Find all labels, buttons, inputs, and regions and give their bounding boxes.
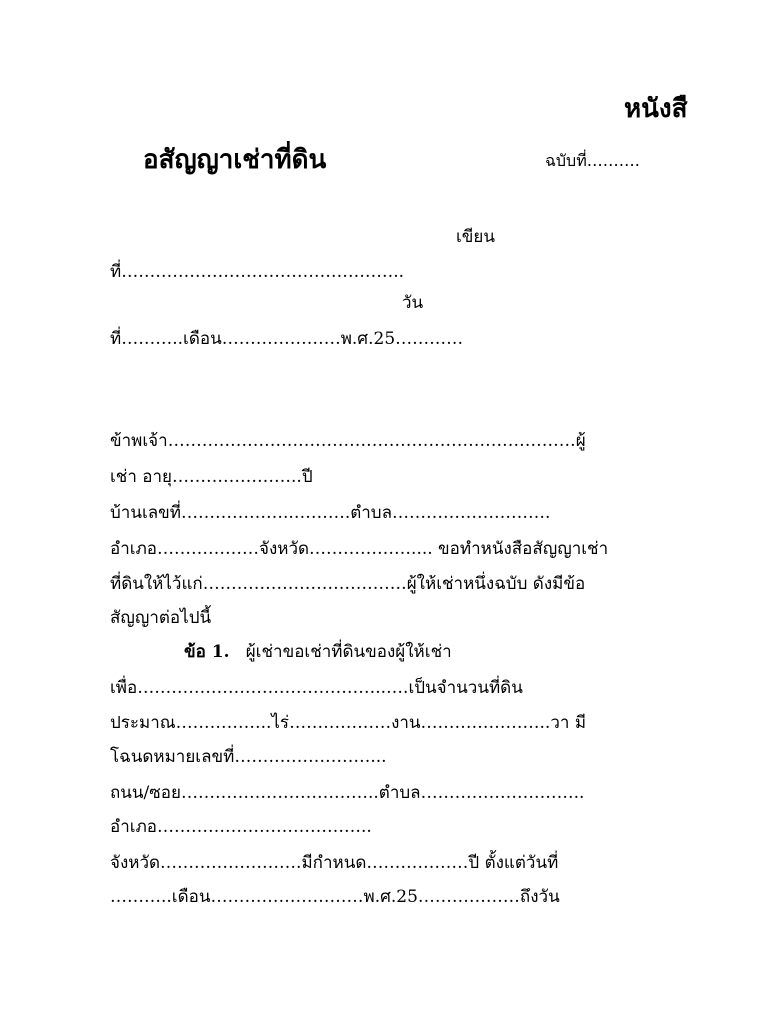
document-title-line1: หนังสื: [624, 94, 688, 124]
date-label: วัน: [402, 293, 424, 313]
body-line: ข้าพเจ้า………………………………………………………………ผู้: [110, 431, 586, 451]
clause-line: โฉนดหมายเลขที่……………………...: [110, 747, 387, 767]
clause-line: ถนน/ซอย……………………………..ตำบล………………………..: [110, 783, 585, 803]
clause-line: จังหวัด…………………….มีกำหนด………………ปี ตั้งแต่วันที่: [110, 853, 559, 873]
clause-1: [184, 641, 452, 663]
clause-1-heading: ข้อ 1.: [184, 642, 230, 662]
document-title-line2: อสัญญาเช่าที่ดิน: [143, 145, 327, 175]
body-line: เช่า อายุ…………………..ปี: [110, 467, 313, 487]
copy-number: ฉบับที่……….: [545, 151, 640, 170]
clause-line: อำเภอ………………………………..: [110, 817, 372, 837]
clause-line: เพื่อ……………………………………..….เป็นจำนวนที่ดิน: [110, 678, 523, 698]
written-at-label: เขียน: [456, 227, 496, 247]
body-line: สัญญาต่อไปนี้: [110, 608, 212, 628]
body-line: อำเภอ………………จังหวัด……………….... ขอทำหนังสือสัญญาเช่า: [110, 539, 609, 559]
clause-line: ………..เดือน………………………พ.ศ.25………………ถึงวัน: [110, 887, 560, 907]
body-line: บ้านเลขที่………………..……….ตำบล……………………….: [110, 503, 551, 523]
clause-line: ประมาณ……………..ไร่………………งาน…………………..วา มี: [110, 713, 587, 733]
date-line: ที่………..เดือน…………………พ.ศ.25…………: [110, 329, 464, 349]
body-line: ที่ดินให้ไว้แก่………………………………ผู้ให้เช่าหนึ่งฉบับ ดังมีข้อ: [110, 574, 586, 594]
clause-1-text: ผู้เช่าขอเช่าที่ดินของผู้ให้เช่า: [245, 642, 452, 662]
written-at-line: ที่…………………………………………..: [110, 262, 405, 282]
